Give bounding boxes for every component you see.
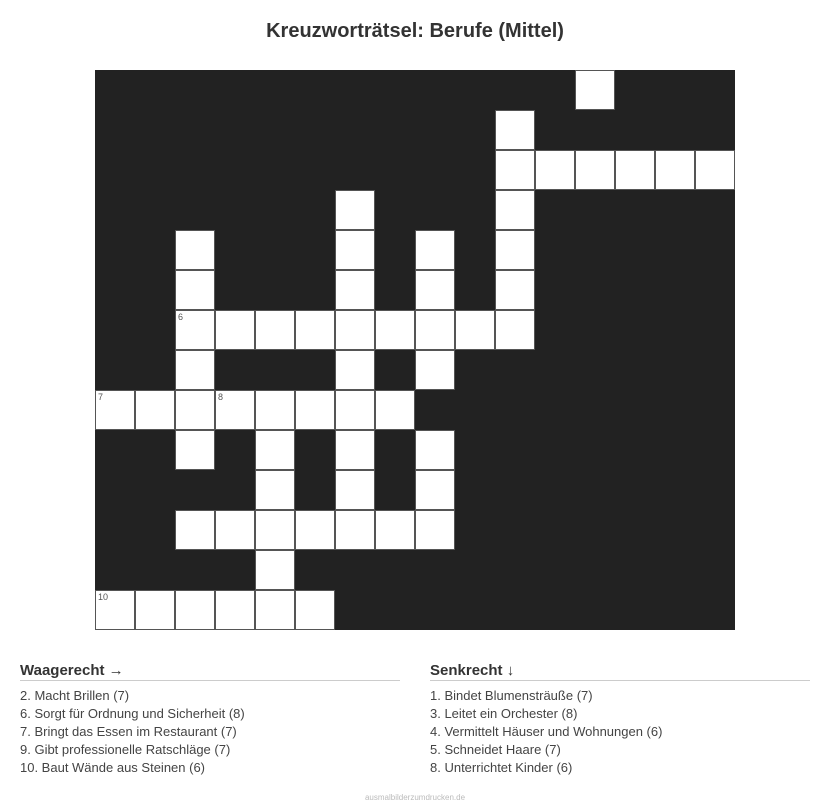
grid-cell[interactable] xyxy=(295,590,335,630)
grid-cell[interactable] xyxy=(575,150,615,190)
clue-number: 7 xyxy=(98,392,104,402)
grid-cell[interactable] xyxy=(695,150,735,190)
grid-cell[interactable] xyxy=(495,270,535,310)
grid-cell[interactable] xyxy=(175,590,215,630)
grid-cell[interactable] xyxy=(495,310,535,350)
grid-cell[interactable] xyxy=(215,510,255,550)
clue-number: 6 xyxy=(178,312,184,322)
across-clue: 10. Baut Wände aus Steinen (6) xyxy=(20,760,206,775)
grid-cell[interactable] xyxy=(175,430,215,470)
grid-cell[interactable] xyxy=(295,510,335,550)
grid-cell[interactable] xyxy=(175,350,215,390)
grid-cell[interactable] xyxy=(255,550,295,590)
grid-cell[interactable] xyxy=(335,270,375,310)
grid-cell[interactable] xyxy=(255,430,295,470)
grid-cell[interactable] xyxy=(495,230,535,270)
grid-cell[interactable] xyxy=(495,110,535,150)
grid-cell[interactable] xyxy=(615,150,655,190)
footer-credit: ausmalbilderzumdrucken.de xyxy=(364,793,466,802)
grid-cell[interactable] xyxy=(255,510,295,550)
down-heading: Senkrecht ↓ xyxy=(430,662,810,681)
grid-cell[interactable] xyxy=(175,270,215,310)
grid-cell[interactable] xyxy=(255,590,295,630)
grid-cell[interactable] xyxy=(455,310,495,350)
across-clue: 2. Macht Brillen (7) xyxy=(20,688,130,703)
crossword-grid xyxy=(95,70,735,630)
grid-cell[interactable] xyxy=(415,430,455,470)
grid-cell[interactable] xyxy=(535,150,575,190)
grid-cell[interactable] xyxy=(215,590,255,630)
grid-cell[interactable] xyxy=(335,430,375,470)
down-clue: 8. Unterrichtet Kinder (6) xyxy=(430,760,573,775)
down-clue: 4. Vermittelt Häuser und Wohnungen (6) xyxy=(430,724,663,739)
grid-cell[interactable] xyxy=(335,350,375,390)
across-clues xyxy=(20,662,400,777)
across-clue: 9. Gibt professionelle Ratschläge (7) xyxy=(20,742,231,757)
grid-cell[interactable] xyxy=(415,270,455,310)
grid-cell[interactable] xyxy=(335,390,375,430)
grid-cell[interactable] xyxy=(575,70,615,110)
grid-cell[interactable] xyxy=(215,310,255,350)
grid-cell[interactable] xyxy=(415,510,455,550)
down-clue: 3. Leitet ein Orchester (8) xyxy=(430,706,578,721)
across-clue: 6. Sorgt für Ordnung und Sicherheit (8) xyxy=(20,706,245,721)
grid-cell[interactable] xyxy=(175,390,215,430)
grid-cell[interactable] xyxy=(335,510,375,550)
grid-cell[interactable] xyxy=(415,350,455,390)
grid-cell[interactable] xyxy=(95,390,135,430)
down-clues xyxy=(430,662,810,777)
clue-number: 10 xyxy=(98,592,109,602)
grid-cell[interactable] xyxy=(295,390,335,430)
grid-cell[interactable] xyxy=(175,310,215,350)
across-heading: Waagerecht → xyxy=(20,662,400,681)
grid-cell[interactable] xyxy=(375,310,415,350)
across-clue: 7. Bringt das Essen im Restaurant (7) xyxy=(20,724,237,739)
grid-cell[interactable] xyxy=(415,230,455,270)
grid-cell[interactable] xyxy=(335,190,375,230)
grid-cell[interactable] xyxy=(255,310,295,350)
grid-cell[interactable] xyxy=(335,470,375,510)
grid-cell[interactable] xyxy=(495,150,535,190)
grid-cell[interactable] xyxy=(215,390,255,430)
grid-cell[interactable] xyxy=(335,310,375,350)
down-clue: 1. Bindet Blumensträuße (7) xyxy=(430,688,593,703)
clue-number: 8 xyxy=(218,392,224,402)
grid-cell[interactable] xyxy=(255,470,295,510)
grid-cell[interactable] xyxy=(655,150,695,190)
grid-cell[interactable] xyxy=(295,310,335,350)
puzzle-title: Kreuzworträtsel: Berufe (Mittel) xyxy=(266,20,564,42)
grid-cell[interactable] xyxy=(375,510,415,550)
grid-cell[interactable] xyxy=(415,310,455,350)
grid-cell[interactable] xyxy=(335,230,375,270)
grid-cell[interactable] xyxy=(175,510,215,550)
grid-cell[interactable] xyxy=(255,390,295,430)
grid-cell[interactable] xyxy=(175,230,215,270)
grid-cell[interactable] xyxy=(95,590,135,630)
grid-cell[interactable] xyxy=(495,190,535,230)
down-clue: 5. Schneidet Haare (7) xyxy=(430,742,561,757)
grid-cell[interactable] xyxy=(135,390,175,430)
grid-cell[interactable] xyxy=(375,390,415,430)
grid-cell[interactable] xyxy=(415,470,455,510)
grid-cell[interactable] xyxy=(135,590,175,630)
